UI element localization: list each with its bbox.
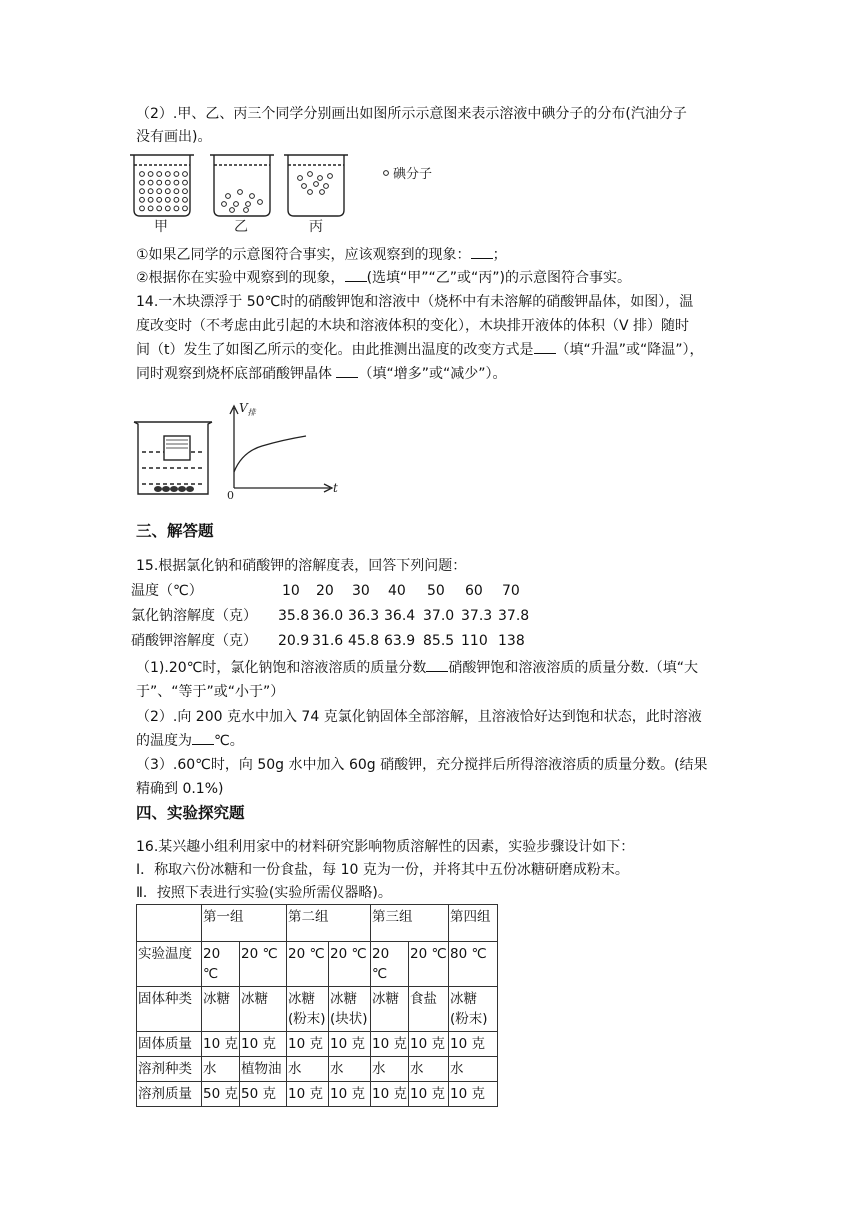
solubility-row: [131, 605, 691, 627]
iodine-molecule: [174, 206, 179, 211]
iodine-molecule: [324, 184, 329, 189]
table-cell: 水: [409, 1057, 449, 1082]
table-cell: 食盐: [409, 987, 449, 1032]
row-label: 实验温度: [137, 942, 202, 987]
iodine-molecule: [174, 172, 179, 177]
table-cell: 20 ℃: [240, 942, 287, 987]
crystals: [154, 486, 194, 492]
iodine-molecule: [298, 176, 303, 181]
answer-blank[interactable]: [336, 363, 358, 378]
q14-line1: 14.一木块漂浮于 50℃时的硝酸钾饱和溶液中（烧杯中有未溶解的硝酸钾晶体，如图），温: [136, 294, 694, 310]
table-cell: 40: [388, 583, 406, 599]
table-cell: 10 克: [329, 1032, 371, 1057]
table-row: [137, 1057, 498, 1082]
iodine-molecule: [183, 189, 188, 194]
iodine-molecule: [165, 180, 170, 185]
table-cell: 37.3: [461, 608, 493, 624]
table-cell: 冰糖 (粉末): [449, 987, 498, 1032]
iodine-molecule: [230, 208, 235, 213]
q14-figure: [130, 396, 340, 502]
table-cell: 10 克: [449, 1082, 498, 1107]
q13-part2-line2: 没有画出)。: [136, 129, 212, 145]
answer-blank[interactable]: [534, 339, 556, 354]
table-cell: 50 克: [202, 1082, 240, 1107]
legend-label: 碘分子: [393, 167, 433, 182]
iodine-molecule: [157, 172, 162, 177]
iodine-legend-icon: [384, 171, 389, 176]
row-label: 固体种类: [137, 987, 202, 1032]
iodine-molecule: [183, 180, 188, 185]
table-cell: 冰糖: [371, 987, 409, 1032]
table-row: [137, 1082, 498, 1107]
iodine-molecule: [174, 180, 179, 185]
iodine-molecule: [148, 197, 153, 202]
iodine-molecule: [244, 208, 249, 213]
solubility-row: [131, 630, 691, 652]
q15-p1-line2: 于”、“等于”或“小于”）: [136, 684, 285, 700]
q15-p3-line1: （3）.60℃时，向 50g 水中加入 60g 硝酸钾，充分搅拌后所得溶液溶质的质量分数。(结果: [136, 757, 708, 773]
experiment-table: [136, 904, 498, 1107]
table-row: [137, 905, 498, 942]
iodine-molecule: [308, 190, 313, 195]
q16-step2: Ⅱ．按照下表进行实验(实验所需仪器略)。: [136, 885, 392, 901]
table-row: [137, 942, 498, 987]
table-cell: 50 克: [240, 1082, 287, 1107]
table-cell: 138: [498, 633, 525, 649]
q15-intro: 15.根据氯化钠和硝酸钾的溶解度表，回答下列问题：: [136, 558, 467, 574]
iodine-molecule: [328, 174, 333, 179]
table-row: [137, 987, 498, 1032]
table-cell: 60: [465, 583, 483, 599]
iodine-molecule: [258, 200, 263, 205]
table-cell: 45.8: [348, 633, 380, 649]
table-cell: 水: [329, 1057, 371, 1082]
iodine-molecule: [148, 180, 153, 185]
answer-blank[interactable]: [345, 267, 367, 282]
answer-blank[interactable]: [471, 244, 493, 259]
section-3-heading: 三、解答题: [136, 522, 214, 540]
iodine-molecule: [165, 206, 170, 211]
q15-p2-line2: 的温度为 ℃。: [136, 730, 244, 752]
q16-step1: Ⅰ．称取六份冰糖和一份食盐，每 10 克为一份，并将其中五份冰糖研磨成粉末。: [136, 862, 629, 878]
table-cell: 31.6: [312, 633, 344, 649]
table-cell: 50: [427, 583, 445, 599]
beaker-yi: [210, 155, 274, 216]
q13-sub1: ①如果乙同学的示意图符合事实，应该观察到的现象： ；: [136, 244, 507, 266]
table-cell: 63.9: [384, 633, 416, 649]
table-cell: 20 ℃: [329, 942, 371, 987]
solubility-row: [131, 580, 691, 602]
q15-p2-line1: （2）.向 200 克水中加入 74 克氯化钠固体全部溶解，且溶液恰好达到饱和状态，此时溶液: [136, 709, 702, 725]
row-label: 溶剂种类: [137, 1057, 202, 1082]
table-cell: 80 ℃: [449, 942, 498, 987]
iodine-molecule: [314, 182, 319, 187]
table-cell: 10 克: [371, 1032, 409, 1057]
iodine-molecule: [302, 184, 307, 189]
iodine-molecule: [320, 190, 325, 195]
table-cell: 37.8: [498, 608, 530, 624]
iodine-molecule: [174, 197, 179, 202]
iodine-molecule: [140, 206, 145, 211]
table-cell: 10 克: [287, 1082, 329, 1107]
iodine-molecule: [140, 189, 145, 194]
q15-p1-line1: （1).20℃时，氯化钠饱和溶液溶质的质量分数 硝酸钾饱和溶液溶质的质量分数.（填“大: [136, 657, 698, 679]
beaker-label-jia: 甲: [154, 219, 168, 235]
iodine-molecule: [148, 172, 153, 177]
answer-blank[interactable]: [426, 657, 448, 672]
table-cell: 10 克: [240, 1032, 287, 1057]
q14-line3: 间（t）发生了如图乙所示的变化。由此推测出温度的改变方式是 （填“升温”或“降温”），: [136, 339, 704, 361]
iodine-molecule: [157, 197, 162, 202]
section-4-heading: 四、实验探究题: [136, 804, 245, 822]
table-cell: 30: [352, 583, 370, 599]
table-cell: 冰糖: [240, 987, 287, 1032]
q13-part2-line1: （2）.甲、乙、丙三个同学分别画出如图所示示意图来表示溶液中碘分子的分布(汽油分子: [136, 106, 687, 122]
table-cell: 20 ℃: [287, 942, 329, 987]
table-row: [137, 1032, 498, 1057]
table-cell: 10 克: [371, 1082, 409, 1107]
q14-line4: 同时观察到烧杯底部硝酸钾晶体 （填“增多”或“减少”）。: [136, 363, 506, 385]
iodine-molecule: [246, 202, 251, 207]
table-cell: 冰糖 (粉末): [287, 987, 329, 1032]
table-cell: 10 克: [409, 1082, 449, 1107]
group-header: 第一组: [202, 905, 287, 942]
table-cell: 10 克: [409, 1032, 449, 1057]
q13-sub2: ②根据你在实验中观察到的现象， (选填“甲”“乙”或“丙”)的示意图符合事实。: [136, 267, 631, 289]
iodine-molecule: [183, 206, 188, 211]
group-header: 第四组: [449, 905, 498, 942]
table-cell: 37.0: [423, 608, 455, 624]
iodine-molecule: [222, 202, 227, 207]
table-cell: 110: [461, 633, 488, 649]
q14-line2: 度改变时（不考虑由此引起的木块和溶液体积的变化），木块排开液体的体积（V 排）随时: [136, 318, 690, 334]
iodine-molecule: [140, 180, 145, 185]
table-cell: 20 ℃: [202, 942, 240, 987]
row-label: 温度（℃）: [131, 583, 203, 599]
iodine-molecule: [140, 172, 145, 177]
table-cell: 70: [502, 583, 520, 599]
beakers-figure: [128, 152, 458, 236]
q16-intro: 16.某兴趣小组利用家中的材料研究影响物质溶解性的因素，实验步骤设计如下：: [136, 839, 635, 855]
table-cell: [137, 905, 202, 942]
row-label: 固体质量: [137, 1032, 202, 1057]
table-cell: 36.4: [384, 608, 416, 624]
group-header: 第三组: [371, 905, 449, 942]
table-cell: 10: [282, 583, 300, 599]
table-cell: 植物油: [240, 1057, 287, 1082]
table-cell: 10 克: [449, 1032, 498, 1057]
iodine-molecule: [238, 190, 243, 195]
q15-p3-line2: 精确到 0.1%): [136, 781, 224, 797]
table-cell: 20 ℃: [409, 942, 449, 987]
row-label: 硝酸钾溶解度（克）: [131, 633, 257, 649]
table-cell: 冰糖 (块状): [329, 987, 371, 1032]
iodine-molecule: [226, 194, 231, 199]
iodine-molecule: [174, 189, 179, 194]
iodine-molecule: [157, 206, 162, 211]
table-cell: 20.9: [278, 633, 310, 649]
table-cell: 35.8: [278, 608, 310, 624]
table-cell: 10 克: [287, 1032, 329, 1057]
iodine-molecule: [148, 206, 153, 211]
row-label: 溶剂质量: [137, 1082, 202, 1107]
iodine-molecule: [183, 172, 188, 177]
iodine-molecule: [234, 202, 239, 207]
iodine-molecule: [308, 172, 313, 177]
table-cell: 冰糖: [202, 987, 240, 1032]
iodine-molecule: [165, 172, 170, 177]
answer-blank[interactable]: [192, 730, 214, 745]
table-cell: 水: [287, 1057, 329, 1082]
iodine-molecule: [318, 176, 323, 181]
table-cell: 20 ℃: [371, 942, 409, 987]
iodine-molecule: [148, 189, 153, 194]
table-cell: 85.5: [423, 633, 455, 649]
table-cell: 10 克: [329, 1082, 371, 1107]
graph-origin: 0: [227, 489, 234, 502]
table-cell: 水: [202, 1057, 240, 1082]
beaker-with-block: [134, 422, 212, 494]
iodine-molecule: [183, 197, 188, 202]
table-cell: 36.3: [348, 608, 380, 624]
graph-y-label: $V_排$: [239, 401, 256, 417]
beaker-bing: [284, 155, 348, 216]
table-cell: 水: [371, 1057, 409, 1082]
graph-x-label: t: [333, 481, 338, 495]
iodine-molecule: [157, 180, 162, 185]
volume-time-graph: [230, 406, 332, 492]
iodine-molecule: [157, 189, 162, 194]
beaker-label-bing: 丙: [309, 219, 323, 235]
group-header: 第二组: [287, 905, 371, 942]
table-cell: 水: [449, 1057, 498, 1082]
iodine-molecule: [165, 197, 170, 202]
table-cell: 10 克: [202, 1032, 240, 1057]
table-cell: 20: [316, 583, 334, 599]
iodine-molecule: [250, 194, 255, 199]
table-cell: 36.0: [312, 608, 344, 624]
iodine-molecule: [165, 189, 170, 194]
beaker-label-yi: 乙: [234, 219, 248, 235]
iodine-molecule: [140, 197, 145, 202]
row-label: 氯化钠溶解度（克）: [131, 608, 257, 624]
